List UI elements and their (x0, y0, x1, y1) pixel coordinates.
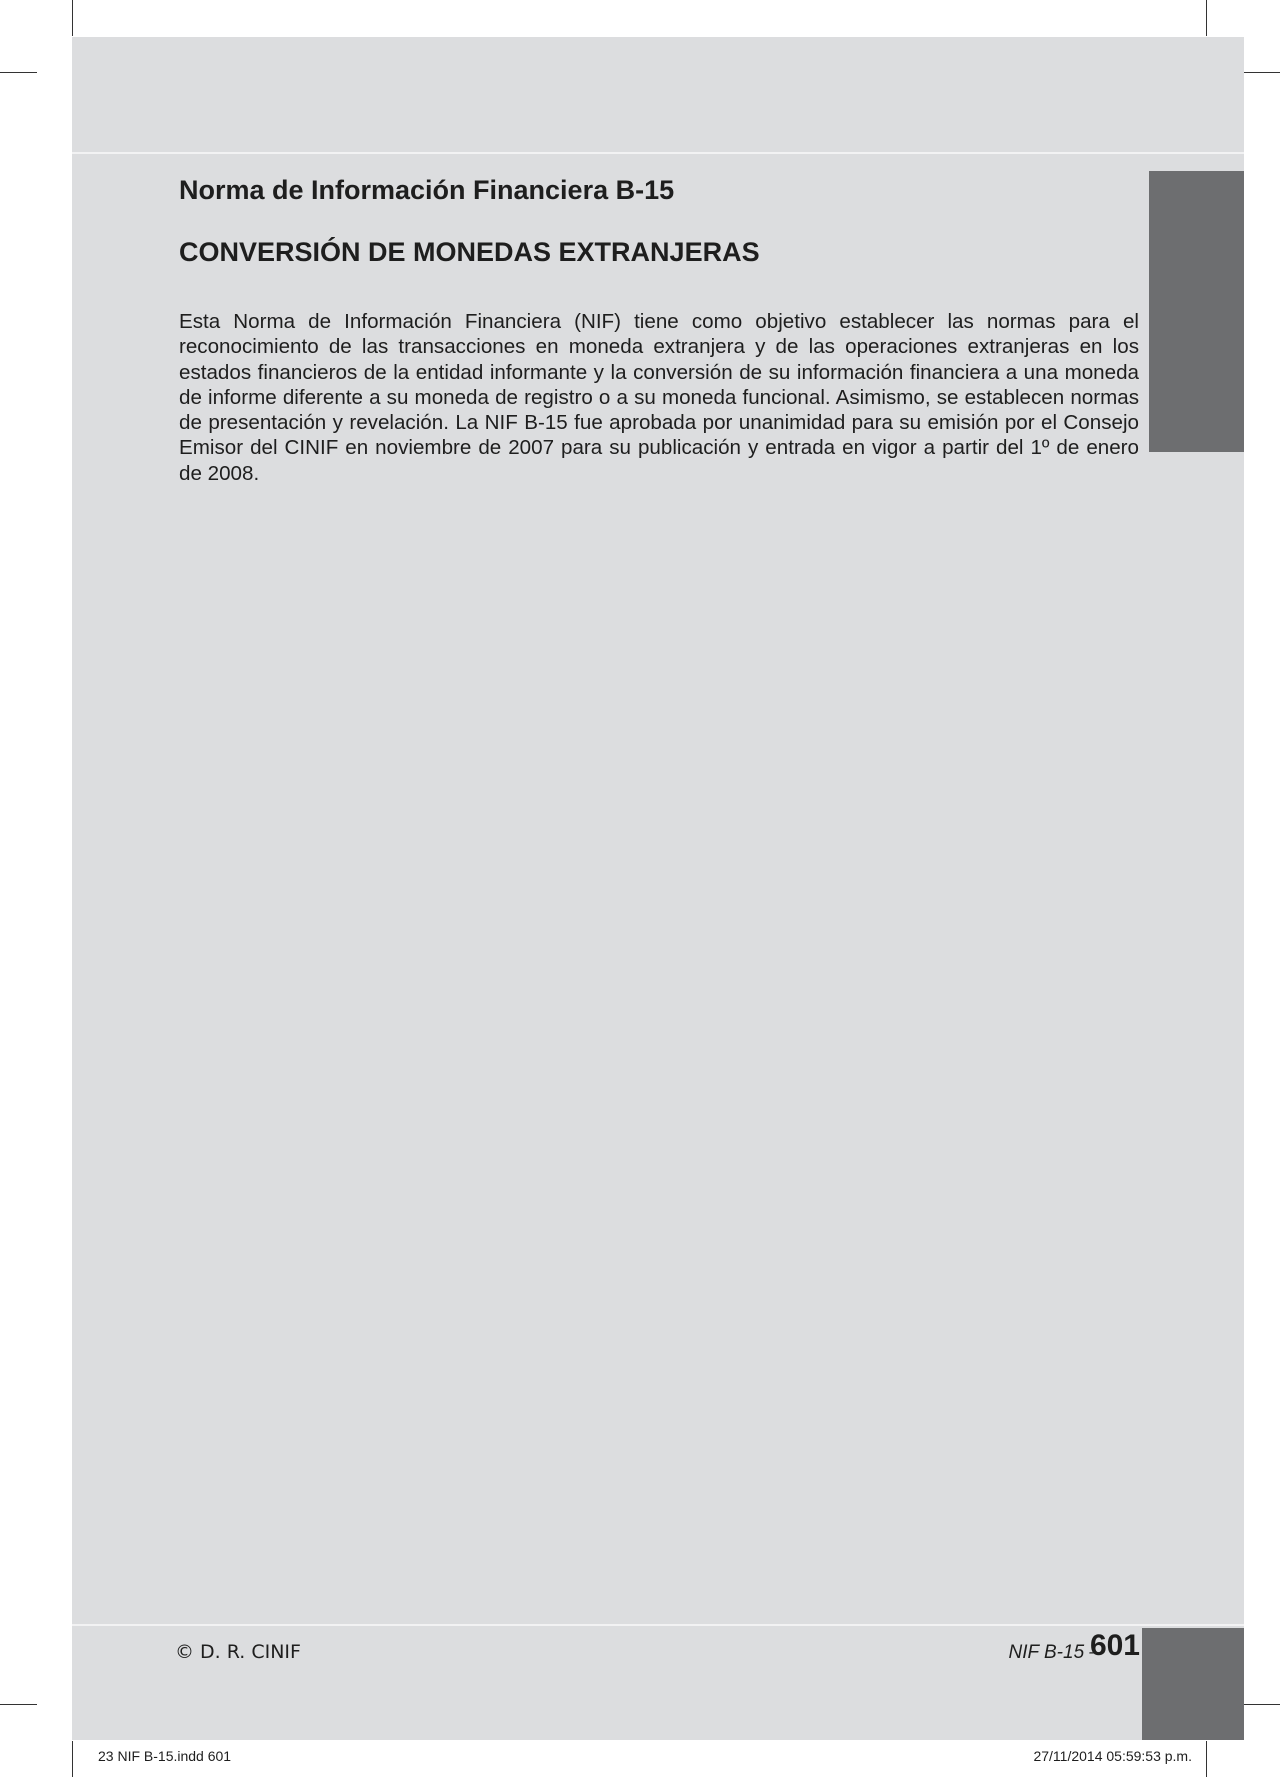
footer-thumb-tab (1142, 1628, 1244, 1740)
crop-mark-top-left-vertical (72, 0, 73, 36)
crop-mark-top-right-vertical (1206, 0, 1207, 36)
crop-mark-top-right-horizontal (1244, 72, 1280, 73)
page-number: 601 (1089, 1629, 1140, 1662)
body-paragraph: Esta Norma de Información Financiera (NIF) tiene como objetivo establecer las normas para el reconocimiento de las transacciones en moneda extranjera y de las operaciones extranjeras en los estados financieros de la entidad informante y la conversión de su información financiera a una moneda de informe diferente a su moneda de registro o a su moneda funcional. Asimismo, se establecen normas de presentación y revelación. La NIF B-15 fue aprobada por unanimidad para su emisión por el Consejo Emisor del CINIF en noviembre de 2007 para su publicación y entrada en vigor a partir del 1º de enero de 2008. (179, 310, 1139, 485)
document-subtitle: CONVERSIÓN DE MONEDAS EXTRANJERAS (179, 237, 760, 267)
crop-mark-top-left-horizontal (0, 72, 37, 73)
footer-nif-label: NIF B-15 – (1008, 1642, 1100, 1663)
crop-mark-bottom-left-vertical (72, 1741, 73, 1777)
footer-copyright: © D. R. CINIF (175, 1641, 301, 1663)
crop-mark-bottom-right-horizontal (1244, 1704, 1280, 1705)
document-title: Norma de Información Financiera B-15 (179, 175, 675, 205)
slug-file-info: 23 NIF B-15.indd 601 (98, 1748, 232, 1764)
crop-mark-bottom-right-vertical (1206, 1741, 1207, 1777)
header-rule (72, 152, 1244, 154)
document-page (72, 37, 1244, 1740)
slug-timestamp: 27/11/2014 05:59:53 p.m. (1033, 1748, 1192, 1764)
footer-rule (72, 1624, 1244, 1626)
crop-mark-bottom-left-horizontal (0, 1704, 37, 1705)
side-thumb-tab (1149, 171, 1244, 452)
